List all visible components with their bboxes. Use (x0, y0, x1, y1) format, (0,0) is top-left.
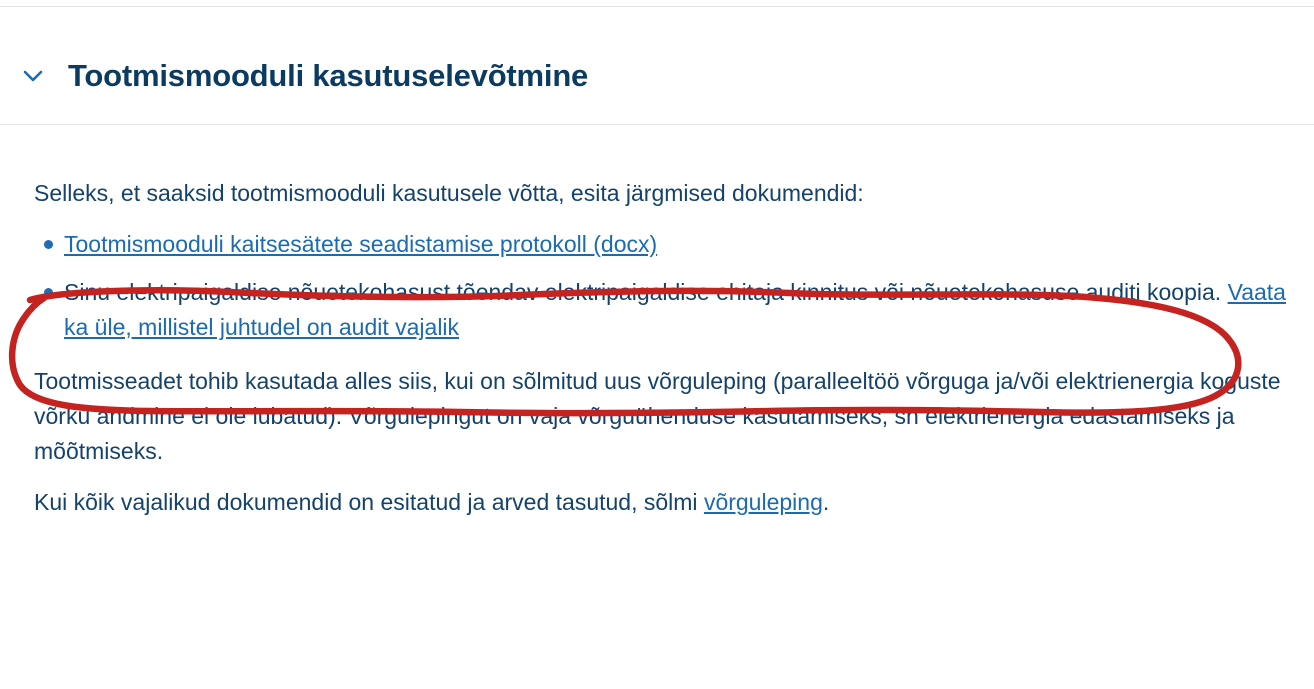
page-title: Tootmismooduli kasutuselevõtmine (68, 57, 589, 93)
document-link-protocol[interactable]: Tootmismooduli kaitsesätete seadistamise protokoll (docx) (64, 230, 658, 257)
top-divider (0, 6, 1314, 7)
list-item (34, 227, 1294, 262)
list-item-text: Sinu elektripaigaldise nõuetekohasust tõendav elektripaigaldise ehitaja kinnitus või nõuetekohasuse auditi koopia. (64, 279, 1228, 306)
paragraph-conclusion-suffix: . (822, 489, 830, 516)
bullet-icon (44, 288, 53, 297)
network-contract-link[interactable]: võrguleping (703, 489, 823, 516)
intro-paragraph: Selleks, et saaksid tootmismooduli kasutusele võtta, esita järgmised dokumendid: (34, 180, 864, 206)
list-item (34, 275, 1294, 344)
header-divider (0, 124, 1314, 125)
paragraph-conclusion (34, 485, 1294, 520)
document-link-audit[interactable]: Vaata ka üle, millistel juhtudel on audit vajalik (64, 279, 1286, 340)
accordion-header[interactable] (0, 30, 1314, 122)
paragraph-network-contract: Tootmisseadet tohib kasutada alles siis, kui on sõlmitud uus võrguleping (paralleeltöö võrguga ja/või elektrienergia koguste võrku andmine ei ole lubatud). Võrgulepingut on vaja võrguühenduse kasutamiseks, sh elektrienergia edastamiseks ja mõõtmiseks. (34, 368, 1281, 465)
bullet-icon (44, 240, 53, 249)
chevron-down-icon[interactable] (16, 59, 50, 93)
article-content (34, 176, 1294, 536)
paragraph-conclusion-prefix: Kui kõik vajalikud dokumendid on esitatud ja arved tasutud, sõlmi (34, 489, 704, 516)
required-documents-list (34, 227, 1294, 345)
